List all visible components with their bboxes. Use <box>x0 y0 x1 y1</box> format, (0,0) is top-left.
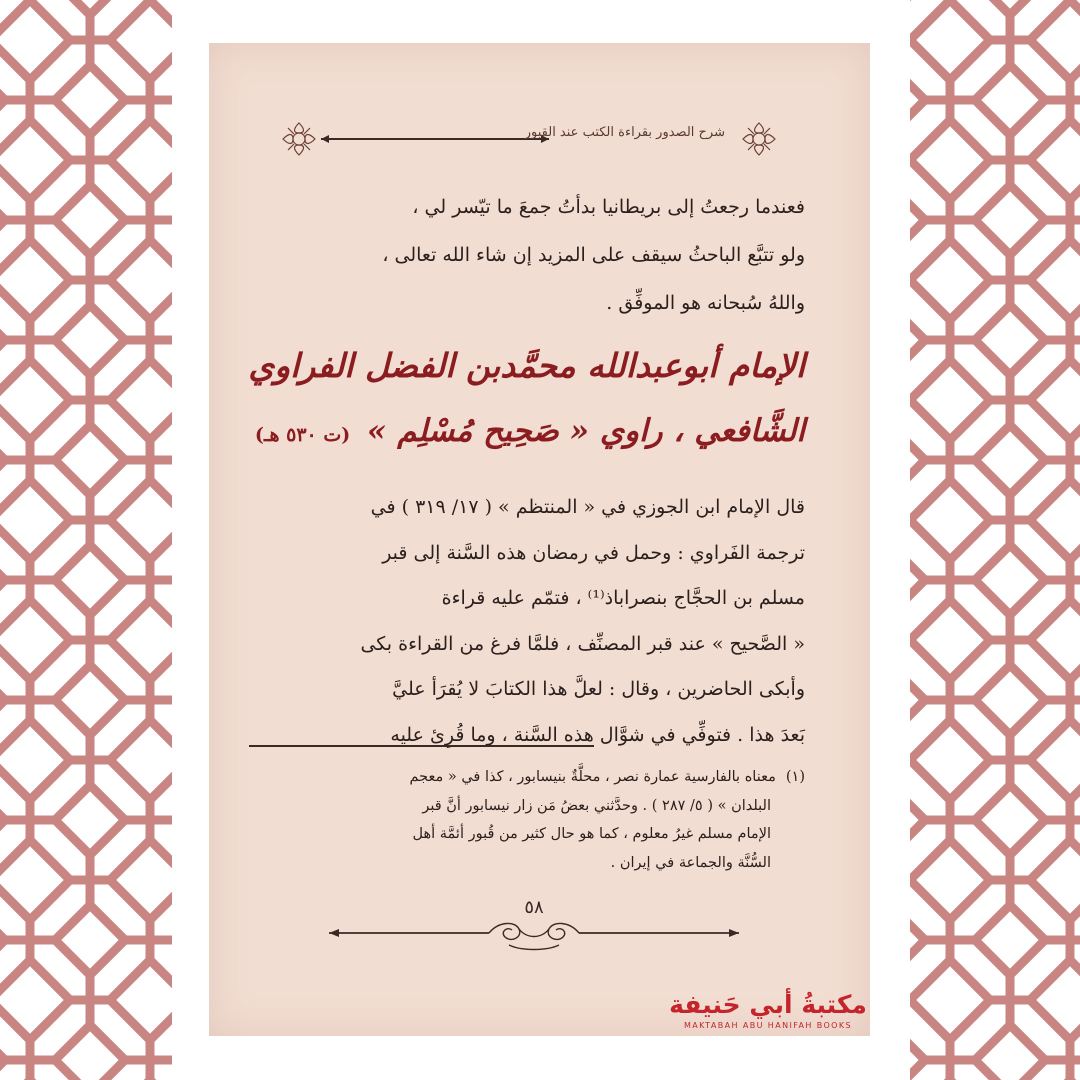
scroll-flourish-icon <box>489 923 579 949</box>
rosette-left-icon <box>283 123 315 155</box>
page-footer <box>319 895 749 955</box>
text-line: واللهُ سُبحانه هو الموفِّق . <box>606 292 805 314</box>
text-line: وأبكى الحاضرين ، وقال : لعلَّ هذا الكتابَ لا يُقرَأ عليَّ <box>392 678 805 700</box>
book-page <box>209 43 870 1036</box>
footnote-line: السُّنَّة والجماعة في إيران . <box>610 854 771 871</box>
main-paragraph <box>249 485 805 758</box>
footnote-line: (١)معناه بالفارسية عمارة نصر ، محلَّةٌ بنيسابور ، كذا في « معجم <box>409 769 805 785</box>
text-line: ترجمة الفَراوي : وحمل في رمضان هذه السَّنة إلى قبر <box>382 541 805 564</box>
heading-line-2 <box>255 413 805 449</box>
footnote-line: الإمام مسلم غيرُ معلوم ، كما هو حال كثير من قُبور أئمَّة أهل <box>412 826 771 842</box>
page-header <box>279 117 779 161</box>
logo-english-text: MAKTABAH ABU HANIFAH BOOKS <box>683 1021 852 1030</box>
text-line: مسلم بن الحجَّاج بنصراباذ⁽¹⁾ ، فتمّم عليه قراءة <box>441 587 805 609</box>
intro-paragraph <box>249 183 805 327</box>
text-line: ولو تتبَّع الباحثُ سيقف على المزيد إن شاء الله تعالى ، <box>382 244 805 266</box>
footnote-marker: (١) <box>785 769 805 785</box>
heading-line-1: الإمام أبوعبدالله محمَّدبن الفضل الفراوي <box>248 346 805 385</box>
lattice-border-right <box>910 0 1080 1080</box>
publisher-logo <box>668 990 868 1030</box>
rosette-right-icon <box>743 123 775 155</box>
lattice-border-left <box>0 0 172 1080</box>
running-title: شرح الصدور بقراءة الكتب عند القبور <box>524 125 725 140</box>
footnote-line: البلدان » ( ٥/ ٢٨٧ ) . وحدَّثني بعضُ مَن زار نيسابور أنَّ قبر <box>422 797 771 814</box>
footnote-divider <box>249 745 594 747</box>
text-line: « الصَّحيح » عند قبر المصنِّف ، فلمَّا فرغ من القراءة بكى <box>360 632 805 655</box>
text-line: بَعدَ هذا . فتوفِّي في شوَّال هذه السَّنة ، وما قُرِئ عليه <box>390 723 805 746</box>
footnote <box>259 763 805 877</box>
heading-line-2-text: الشَّافعي ، راوي « صَحِيح مُسْلِم » <box>367 413 805 449</box>
text-line: قال الإمام ابن الجوزي في « المنتظم » ( ١٧/ ٣١٩ ) في <box>370 496 805 518</box>
logo-arabic-text: مكتبةُ أبي حَنيفة <box>669 990 867 1019</box>
page-number: ٥٨ <box>524 897 544 918</box>
text-line: فعندما رجعتُ إلى بريطانيا بدأتُ جمعَ ما تيّسر لي ، <box>412 196 805 218</box>
death-date: (ت ٥٣٠ هـ) <box>254 424 351 446</box>
